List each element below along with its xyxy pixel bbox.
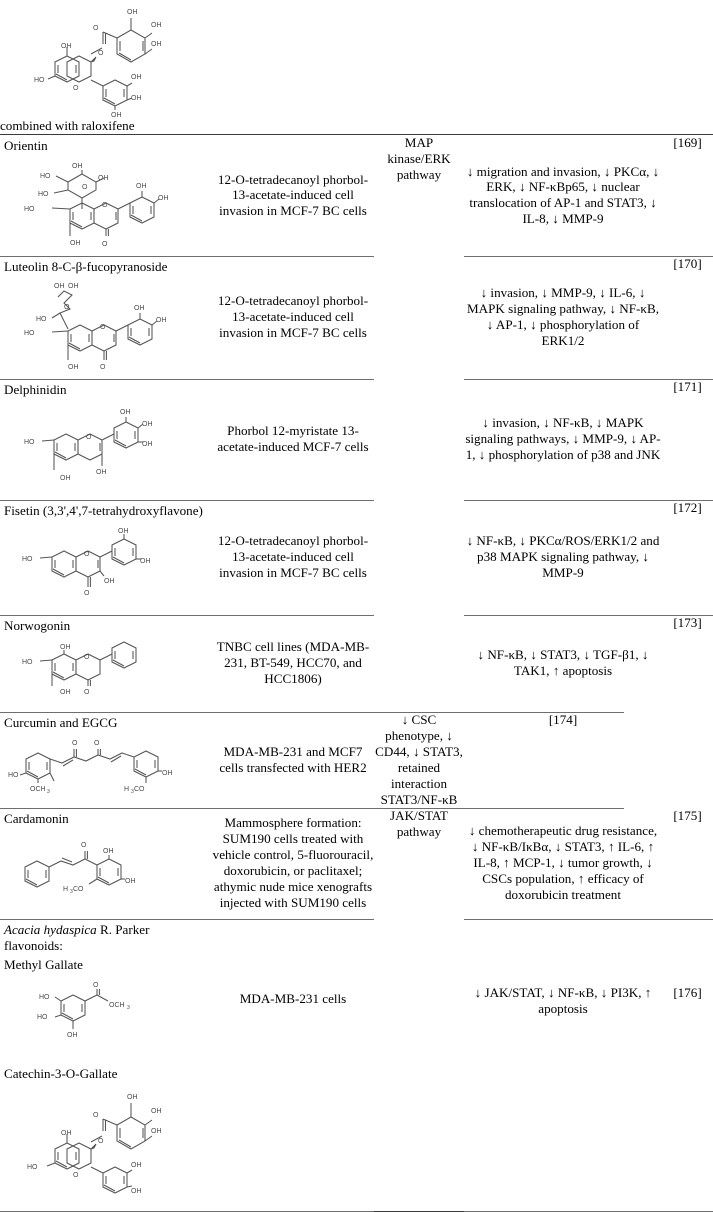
ref-cell-acacia: [176] xyxy=(673,984,702,1000)
svg-text:O: O xyxy=(64,303,70,311)
compound-cell-fisetin xyxy=(0,500,212,615)
svg-text:OH: OH xyxy=(131,74,142,81)
svg-text:OH: OH xyxy=(54,282,65,290)
svg-text:OH: OH xyxy=(151,22,162,29)
model-cell-curcumin: MDA-MB-231 and MCF7 cells transfected with HER2 xyxy=(219,743,367,775)
structure-cell-methyl-gallate xyxy=(0,973,212,1063)
table-row-delphinidin xyxy=(0,379,713,500)
model-cell-acacia: MDA-MB-231 cells xyxy=(239,990,347,1006)
svg-text:3: 3 xyxy=(131,788,134,795)
species-name-suffix: R. Parker flavonoids: xyxy=(4,921,150,953)
structure-cell-catechin-gallate xyxy=(0,1081,212,1211)
svg-text:O: O xyxy=(81,841,87,849)
effects-cell-luteolin: ↓ invasion, ↓ MMP-9, ↓ IL-6, ↓ MAPK signaling pathway, ↓ NF-κB, ↓ AP-1, ↓ phosphorylation of ERK1/2 xyxy=(467,285,659,349)
svg-text:OH: OH xyxy=(72,162,83,170)
structure-cell-curcumin xyxy=(0,731,212,799)
svg-text:OH: OH xyxy=(151,1108,162,1116)
svg-text:OH: OH xyxy=(131,1162,142,1170)
svg-text:OCH: OCH xyxy=(109,1001,125,1009)
table-row-luteolin xyxy=(0,256,713,379)
svg-text:O: O xyxy=(93,25,99,32)
model-cell-fisetin: 12-O-tetradecanoyl phorbol-13-acetate-induced cell invasion in MCF-7 BC cells xyxy=(217,533,369,581)
table-row-cardamonin xyxy=(0,808,713,919)
svg-text:OH: OH xyxy=(111,112,122,118)
compound-name-luteolin: Luteolin 8-C-β-fucopyranoside xyxy=(4,258,168,274)
svg-text:O: O xyxy=(102,201,108,209)
svg-text:OH: OH xyxy=(131,1188,142,1196)
svg-text:OH: OH xyxy=(127,9,138,16)
svg-text:O: O xyxy=(102,240,108,248)
model-cell-norwogonin: TNBC cell lines (MDA-MB-231, BT-549, HCC70, and HCC1806) xyxy=(216,639,370,687)
svg-text:HO: HO xyxy=(27,1164,38,1172)
svg-text:HO: HO xyxy=(34,77,45,84)
svg-text:OH: OH xyxy=(60,643,71,651)
pathway-cell-map-erk: MAP kinase/ERK pathway xyxy=(387,134,451,182)
model-cell-orientin: 12-O-tetradecanoyl phorbol-13-acetate-induced cell invasion in MCF-7 BC cells xyxy=(217,171,369,219)
svg-text:HO: HO xyxy=(8,771,19,779)
pathway-cell-jak-stat: JAK/STAT pathway xyxy=(390,807,448,839)
norwogonin-structure xyxy=(6,636,206,708)
svg-text:H: H xyxy=(124,785,130,793)
structure-cell-cardamonin xyxy=(0,827,212,919)
table-row-curcumin xyxy=(0,712,713,808)
svg-text:O: O xyxy=(98,50,104,57)
spacer-pathway xyxy=(374,0,464,118)
svg-text:HO: HO xyxy=(22,658,33,666)
spacer-effects xyxy=(464,0,662,118)
compound-cell-norwogonin xyxy=(0,615,212,712)
svg-text:O: O xyxy=(98,1138,104,1146)
compound-cell-curcumin xyxy=(0,712,212,808)
model-cell-delphinidin: Phorbol 12-myristate 13-acetate-induced MCF-7 cells xyxy=(217,423,369,455)
svg-text:OH: OH xyxy=(162,769,173,777)
svg-text:OH: OH xyxy=(151,41,162,48)
table-row-orientin xyxy=(0,135,713,256)
compound-name-orientin: Orientin xyxy=(4,137,48,153)
svg-text:HO: HO xyxy=(37,1013,48,1021)
compound-cell-orientin xyxy=(0,135,212,256)
svg-text:OH: OH xyxy=(120,408,131,416)
svg-text:O: O xyxy=(84,688,90,696)
species-name-italic: Acacia hydaspica xyxy=(4,921,97,937)
svg-text:O: O xyxy=(84,550,90,558)
compound-cell-cardamonin xyxy=(0,808,212,919)
spacer-ref xyxy=(662,0,713,118)
svg-text:OH: OH xyxy=(98,174,109,182)
effects-cell-cardamonin: ↓ chemotherapeutic drug resistance, ↓ NF-κB/IκBα, ↓ STAT3, ↑ IL-6, ↑ IL-8, ↑ MCP-1, ↓ tumor growth, ↓ CSCs population, ↑ efficacy of doxorubicin treatment xyxy=(468,823,658,903)
structure-cell-fisetin xyxy=(0,519,212,615)
luteolin-8-c-beta-fucopyranoside-structure xyxy=(6,277,206,375)
svg-text:OH: OH xyxy=(118,527,129,535)
ref-cell-fisetin: [172] xyxy=(673,499,702,515)
svg-text:OH: OH xyxy=(156,316,167,324)
svg-text:OH: OH xyxy=(140,557,151,565)
structure-cell-norwogonin xyxy=(0,634,212,712)
table-row-acacia xyxy=(0,919,713,1212)
curcumin-structure xyxy=(6,733,206,795)
compound-name-catechin-gallate: Catechin-3-O-Gallate xyxy=(4,1065,118,1081)
compound-name-acacia-species xyxy=(0,919,212,954)
effects-cell-delphinidin: ↓ invasion, ↓ NF-κB, ↓ MAPK signaling pathways, ↓ MMP-9, ↓ AP-1, ↓ phosphorylation of p38 and JNK xyxy=(465,415,661,463)
svg-text:OH: OH xyxy=(151,1128,162,1136)
compound-name-delphinidin: Delphinidin xyxy=(4,381,67,397)
svg-text:O: O xyxy=(93,1112,99,1120)
svg-text:3: 3 xyxy=(70,888,73,895)
effects-cell-orientin: ↓ migration and invasion, ↓ PKCα, ↓ ERK, ↓ NF-κBp65, ↓ nuclear translocation of AP-1 and STAT3, ↓ IL-8, ↓ MMP-9 xyxy=(466,163,660,227)
svg-text:OH: OH xyxy=(104,577,115,585)
svg-text:3: 3 xyxy=(47,788,50,795)
svg-text:O: O xyxy=(84,589,90,597)
svg-text:HO: HO xyxy=(38,190,49,198)
compound-name-curcumin: Curcumin and EGCG xyxy=(4,714,118,730)
structure-cell-orientin xyxy=(0,154,212,256)
compound-cell-acacia xyxy=(0,919,212,1212)
compound-name-methyl-gallate: Methyl Gallate xyxy=(4,956,83,972)
orientin-structure xyxy=(6,156,206,252)
ref-cell-norwogonin: [173] xyxy=(673,614,702,630)
svg-text:OH: OH xyxy=(61,43,72,50)
compound-name-norwogonin: Norwogonin xyxy=(4,617,71,633)
svg-text:O: O xyxy=(94,739,100,747)
svg-text:CO: CO xyxy=(73,885,84,893)
structure-cell-delphinidin xyxy=(0,398,212,500)
svg-text:HO: HO xyxy=(24,205,35,213)
structure-cell-egcg xyxy=(0,0,212,118)
table-row-continuation xyxy=(0,0,713,118)
svg-text:O: O xyxy=(84,653,90,661)
svg-text:HO: HO xyxy=(40,172,51,180)
ref-cell-orientin: [169] xyxy=(673,134,702,150)
svg-text:O: O xyxy=(100,363,106,371)
compound-name-cardamonin: Cardamonin xyxy=(4,810,69,826)
effects-cell-norwogonin: ↓ NF-κB, ↓ STAT3, ↓ TGF-β1, ↓ TAK1, ↑ apoptosis xyxy=(477,647,649,679)
svg-text:O: O xyxy=(86,433,92,441)
model-cell-luteolin: 12-O-tetradecanoyl phorbol-13-acetate-induced cell invasion in MCF-7 BC cells xyxy=(217,293,369,341)
svg-text:OH: OH xyxy=(60,688,71,696)
delphinidin-structure xyxy=(6,400,206,496)
svg-text:HO: HO xyxy=(24,329,35,337)
structure-cell-luteolin xyxy=(0,275,212,379)
svg-text:OH: OH xyxy=(103,847,114,855)
table-row-continuation-note xyxy=(0,118,713,134)
effects-cell-fisetin: ↓ NF-κB, ↓ PKCα/ROS/ERK1/2 and p38 MAPK signaling pathway, ↓ MMP-9 xyxy=(466,533,660,581)
svg-text:HO: HO xyxy=(22,555,33,563)
ref-cell-luteolin: [170] xyxy=(673,255,702,271)
compound-name-fisetin: Fisetin (3,3',4',7-tetrahydroxyflavone) xyxy=(4,502,203,518)
methyl-gallate-structure xyxy=(11,975,201,1059)
svg-text:OH: OH xyxy=(134,304,145,312)
table-row-norwogonin xyxy=(0,615,713,712)
cardamonin-structure xyxy=(11,829,201,915)
svg-text:OH: OH xyxy=(68,363,79,371)
compound-cell-delphinidin xyxy=(0,379,212,500)
svg-text:OH: OH xyxy=(125,877,136,885)
svg-text:OH: OH xyxy=(136,182,147,190)
svg-text:OCH: OCH xyxy=(30,785,46,793)
svg-text:CO: CO xyxy=(134,785,145,793)
table-row-fisetin xyxy=(0,500,713,615)
svg-text:O: O xyxy=(82,183,88,191)
svg-text:O: O xyxy=(72,739,78,747)
spacer-model xyxy=(212,0,374,118)
ref-cell-curcumin: [174] xyxy=(548,711,578,727)
svg-text:O: O xyxy=(100,323,106,331)
svg-text:O: O xyxy=(93,981,99,989)
svg-text:3: 3 xyxy=(127,1004,130,1011)
compound-cell-luteolin xyxy=(0,256,212,379)
svg-text:OH: OH xyxy=(142,440,153,448)
ref-cell-delphinidin: [171] xyxy=(673,378,702,394)
svg-text:OH: OH xyxy=(70,239,81,247)
svg-text:OH: OH xyxy=(127,1094,138,1102)
svg-text:OH: OH xyxy=(68,282,79,290)
continuation-note: combined with raloxifene xyxy=(0,118,135,133)
effects-cell-curcumin: ↓ CSC phenotype, ↓ CD44, ↓ STAT3, retained interaction STAT3/NF-κB xyxy=(375,711,463,807)
effects-cell-acacia: ↓ JAK/STAT, ↓ NF-κB, ↓ PI3K, ↑ apoptosis xyxy=(474,984,652,1016)
svg-text:HO: HO xyxy=(24,438,35,446)
fisetin-structure xyxy=(6,521,206,611)
svg-text:HO: HO xyxy=(36,315,47,323)
ref-cell-cardamonin: [175] xyxy=(673,807,702,823)
svg-text:OH: OH xyxy=(61,1130,72,1138)
svg-text:OH: OH xyxy=(158,194,169,202)
svg-text:H: H xyxy=(63,885,69,893)
svg-text:OH: OH xyxy=(142,420,153,428)
epigallocatechin-3-gallate-structure xyxy=(31,0,181,118)
svg-text:O: O xyxy=(73,1172,79,1180)
svg-text:OH: OH xyxy=(67,1031,78,1039)
svg-text:HO: HO xyxy=(39,993,50,1001)
svg-text:OH: OH xyxy=(131,95,142,102)
catechin-3-o-gallate-structure xyxy=(21,1083,191,1207)
svg-text:OH: OH xyxy=(96,468,107,476)
svg-text:OH: OH xyxy=(60,474,71,482)
svg-text:O: O xyxy=(73,85,79,92)
model-cell-cardamonin: Mammosphere formation: SUM190 cells treated with vehicle control, 5-fluorouracil, doxorubicin, or paclitaxel; athymic nude mice xenografts injected with SUM190 cells xyxy=(212,815,374,911)
